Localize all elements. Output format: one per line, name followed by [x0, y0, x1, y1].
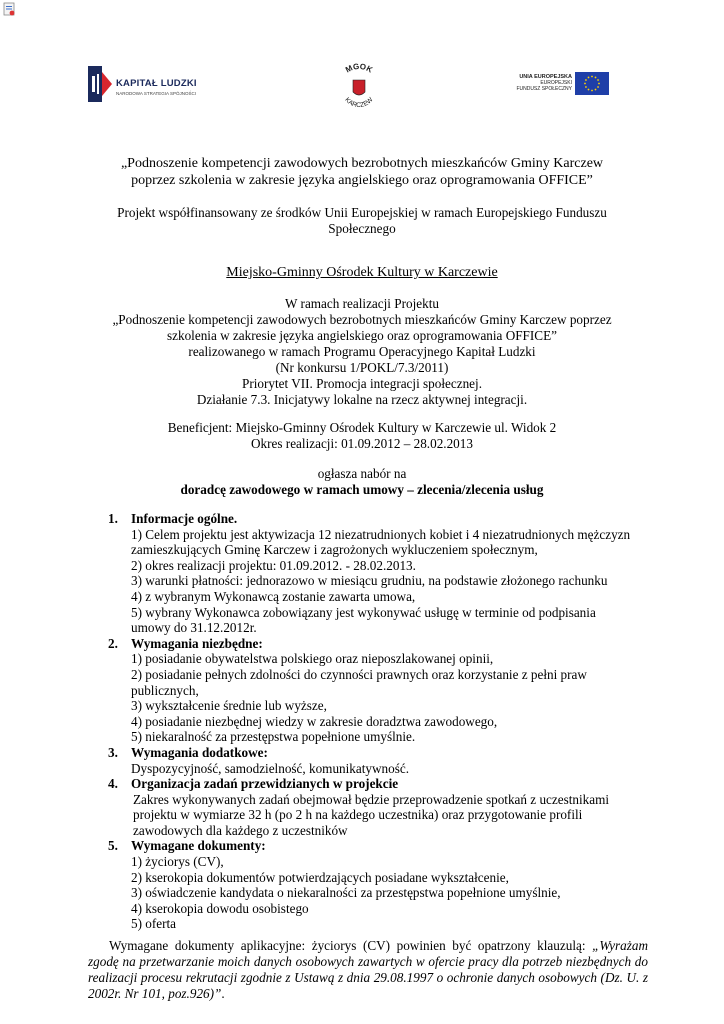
project-title — [60, 155, 664, 189]
mgok-logo-text: MGOK — [344, 62, 375, 75]
section-line: 2) kserokopia dokumentów potwierdzających posiadane wykształcenie, — [131, 869, 509, 885]
eu-logo-line3: FUNDUSZ SPOŁECZNY — [516, 86, 572, 92]
project-details — [60, 296, 664, 408]
closing-lead: Wymagane dokumenty aplikacyjne: życiorys (CV) powinien być opatrzony klauzulą: — [109, 938, 593, 953]
cofinancing-note — [60, 205, 664, 237]
project-detail-line: W ramach realizacji Projektu — [285, 296, 439, 311]
eu-star-icon — [585, 79, 587, 81]
eu-logo-line1: UNIA EUROPEJSKA — [519, 74, 572, 80]
project-detail-line: Działanie 7.3. Inicjatywy lokalne na rzecz aktywnej integracji. — [196, 392, 528, 407]
cofinancing-line: Projekt współfinansowany ze środków Unii Europejskiej w ramach Europejskiego Funduszu — [117, 205, 607, 220]
eu-flag-icon — [575, 72, 609, 95]
section-line: Zakres wykonywanych zadań obejmował będzie przeprowadzenie spotkań z uczestnikami — [133, 791, 610, 807]
section-line: 3) oświadczenie kandydata o niekaralności za przestępstwa popełnione umyślnie, — [131, 885, 561, 901]
section-title: Wymagane dokumenty: — [131, 838, 266, 854]
kapital-ludzki-logo — [88, 66, 197, 102]
realization-period: Okres realizacji: 01.09.2012 – 28.02.2013 — [251, 436, 473, 451]
section-number: 2. — [108, 635, 118, 651]
section-line: 2) okres realizacji projektu: 01.09.2012. - 28.02.2013. — [131, 557, 416, 573]
section-line: 3) warunki płatności: jednorazowo w miesiącu grudniu, na podstawie złożonego rachunku — [131, 573, 608, 589]
project-detail-line: realizowanego w ramach Programu Operacyjnego Kapitał Ludzki — [188, 344, 536, 359]
section-line: projektu w wymiarze 32 h (po 2 h na każdego uczestnika) oraz przygotowanie profili — [133, 807, 583, 823]
mgok-logo-subtext: KARCZEW — [343, 96, 375, 108]
eu-star-icon — [597, 79, 599, 81]
announcement-position: doradcę zawodowego w ramach umowy – zlecenia/zlecenia usług — [180, 482, 544, 497]
section-title: Organizacja zadań przewidzianych w projekcie — [131, 776, 399, 792]
project-detail-line: szkolenia w zakresie języka angielskiego oraz oprogramowania OFFICE” — [167, 328, 557, 343]
svg-text:KARCZEW — [343, 96, 375, 108]
section-item — [108, 745, 668, 776]
section-line: 3) wykształcenie średnie lub wyższe, — [131, 698, 327, 714]
document-file-icon — [2, 2, 16, 16]
eu-star-icon — [597, 86, 599, 88]
requirements-list — [108, 511, 668, 932]
kapital-ludzki-emblem-icon — [88, 66, 114, 102]
project-title-line: „Podnoszenie kompetencji zawodowych bezrobotnych mieszkańców Gminy Karczew — [120, 156, 604, 171]
announcement-intro: ogłasza nabór na — [317, 466, 407, 481]
section-title: Wymagania niezbędne: — [131, 635, 263, 651]
section-item — [108, 511, 668, 636]
section-line: 1) życiorys (CV), — [131, 854, 224, 870]
project-title-line: poprzez szkolenia w zakresie języka angielskiego oraz oprogramowania OFFICE” — [131, 173, 593, 188]
eu-star-icon — [588, 89, 590, 91]
section-item — [108, 776, 668, 838]
eu-star-icon — [591, 76, 593, 78]
project-detail-line: (Nr konkursu 1/POKL/7.3/2011) — [275, 360, 449, 375]
section-line: 4) posiadanie niezbędnej wiedzy w zakresie doradztwa zawodowego, — [131, 713, 498, 729]
cofinancing-line: Społecznego — [328, 221, 396, 236]
eu-star-icon — [588, 77, 590, 79]
organization-heading: Miejsko-Gminny Ośrodek Kultury w Karczewie — [226, 265, 498, 280]
announcement — [60, 466, 664, 498]
section-line: 5) wybrany Wykonawca zobowiązany jest wykonywać usługę w terminie od podpisania — [131, 604, 596, 620]
eu-star-icon — [591, 90, 593, 92]
section-line: publicznych, — [131, 682, 199, 698]
eu-star-icon — [595, 89, 597, 91]
section-item — [108, 636, 668, 745]
section-number: 1. — [108, 511, 118, 526]
eu-star-icon — [595, 77, 597, 79]
beneficiary-info — [60, 420, 664, 452]
mgok-shield-icon — [353, 80, 365, 95]
section-line: 2) posiadanie pełnych zdolności do czynności prawnych oraz korzystanie z pełni praw — [131, 666, 587, 682]
consent-clause: „Wyrażam zgodę na przetwarzanie moich danych osobowych zawartych w ofercie pracy dla potrzeb niezbędnych do realizacji procesu rekrutacji zgodnie z Ustawą z dnia 29.08.1997 o ochronie danych osobowych (Dz. U. z 2002r. Nr 101, poz.926)” — [88, 938, 648, 1001]
section-line: umowy do 31.12.2012r. — [131, 620, 257, 636]
section-line: 5) niekaralność za przestępstwa popełnione umyślnie. — [131, 729, 416, 745]
section-number: 3. — [108, 744, 118, 760]
project-detail-line: „Podnoszenie kompetencji zawodowych bezrobotnych mieszkańców Gminy Karczew poprzez — [112, 312, 612, 327]
kapital-ludzki-subtitle: NARODOWA STRATEGIA SPÓJNOŚCI — [116, 91, 197, 96]
section-title: Informacje ogólne. — [131, 511, 238, 526]
section-line: 1) Celem projektu jest aktywizacja 12 niezatrudnionych kobiet i 4 niezatrudnionych mężczyzn — [131, 526, 631, 542]
section-line: 4) z wybranym Wykonawcą zostanie zawarta umowa, — [131, 588, 416, 604]
eu-logo-line2: EUROPEJSKI — [540, 80, 572, 86]
closing-tail: . — [221, 986, 225, 1001]
svg-text:MGOK — [344, 62, 374, 75]
eu-star-icon — [598, 83, 600, 85]
section-line: 1) posiadanie obywatelstwa polskiego oraz nieposzlakowanej opinii, — [131, 651, 494, 667]
eu-star-icon — [584, 83, 586, 85]
section-title: Wymagania dodatkowe: — [131, 744, 268, 760]
section-line: Dyspozycyjność, samodzielność, komunikatywność. — [131, 760, 409, 776]
kapital-ludzki-name: KAPITAŁ LUDZKI — [116, 78, 197, 89]
section-line: zamieszkujących Gminę Karczew i zagrożonych wykluczeniem społecznym, — [131, 542, 538, 558]
mgok-karczew-logo — [334, 62, 384, 108]
eu-star-icon — [585, 86, 587, 88]
section-number: 5. — [108, 838, 118, 854]
eu-efs-logo — [512, 72, 612, 98]
beneficiary-line: Beneficjent: Miejsko-Gminny Ośrodek Kultury w Karczewie ul. Widok 2 — [167, 420, 557, 435]
section-line: 5) oferta — [131, 916, 177, 932]
closing-paragraph — [88, 938, 648, 1002]
section-line: 4) kserokopia dowodu osobistego — [131, 900, 309, 916]
section-number: 4. — [108, 776, 118, 792]
section-item — [108, 838, 668, 932]
section-line: zawodowych dla każdego z uczestników — [133, 822, 348, 838]
logo-row — [0, 58, 724, 108]
project-detail-line: Priorytet VII. Promocja integracji społecznej. — [242, 376, 482, 391]
